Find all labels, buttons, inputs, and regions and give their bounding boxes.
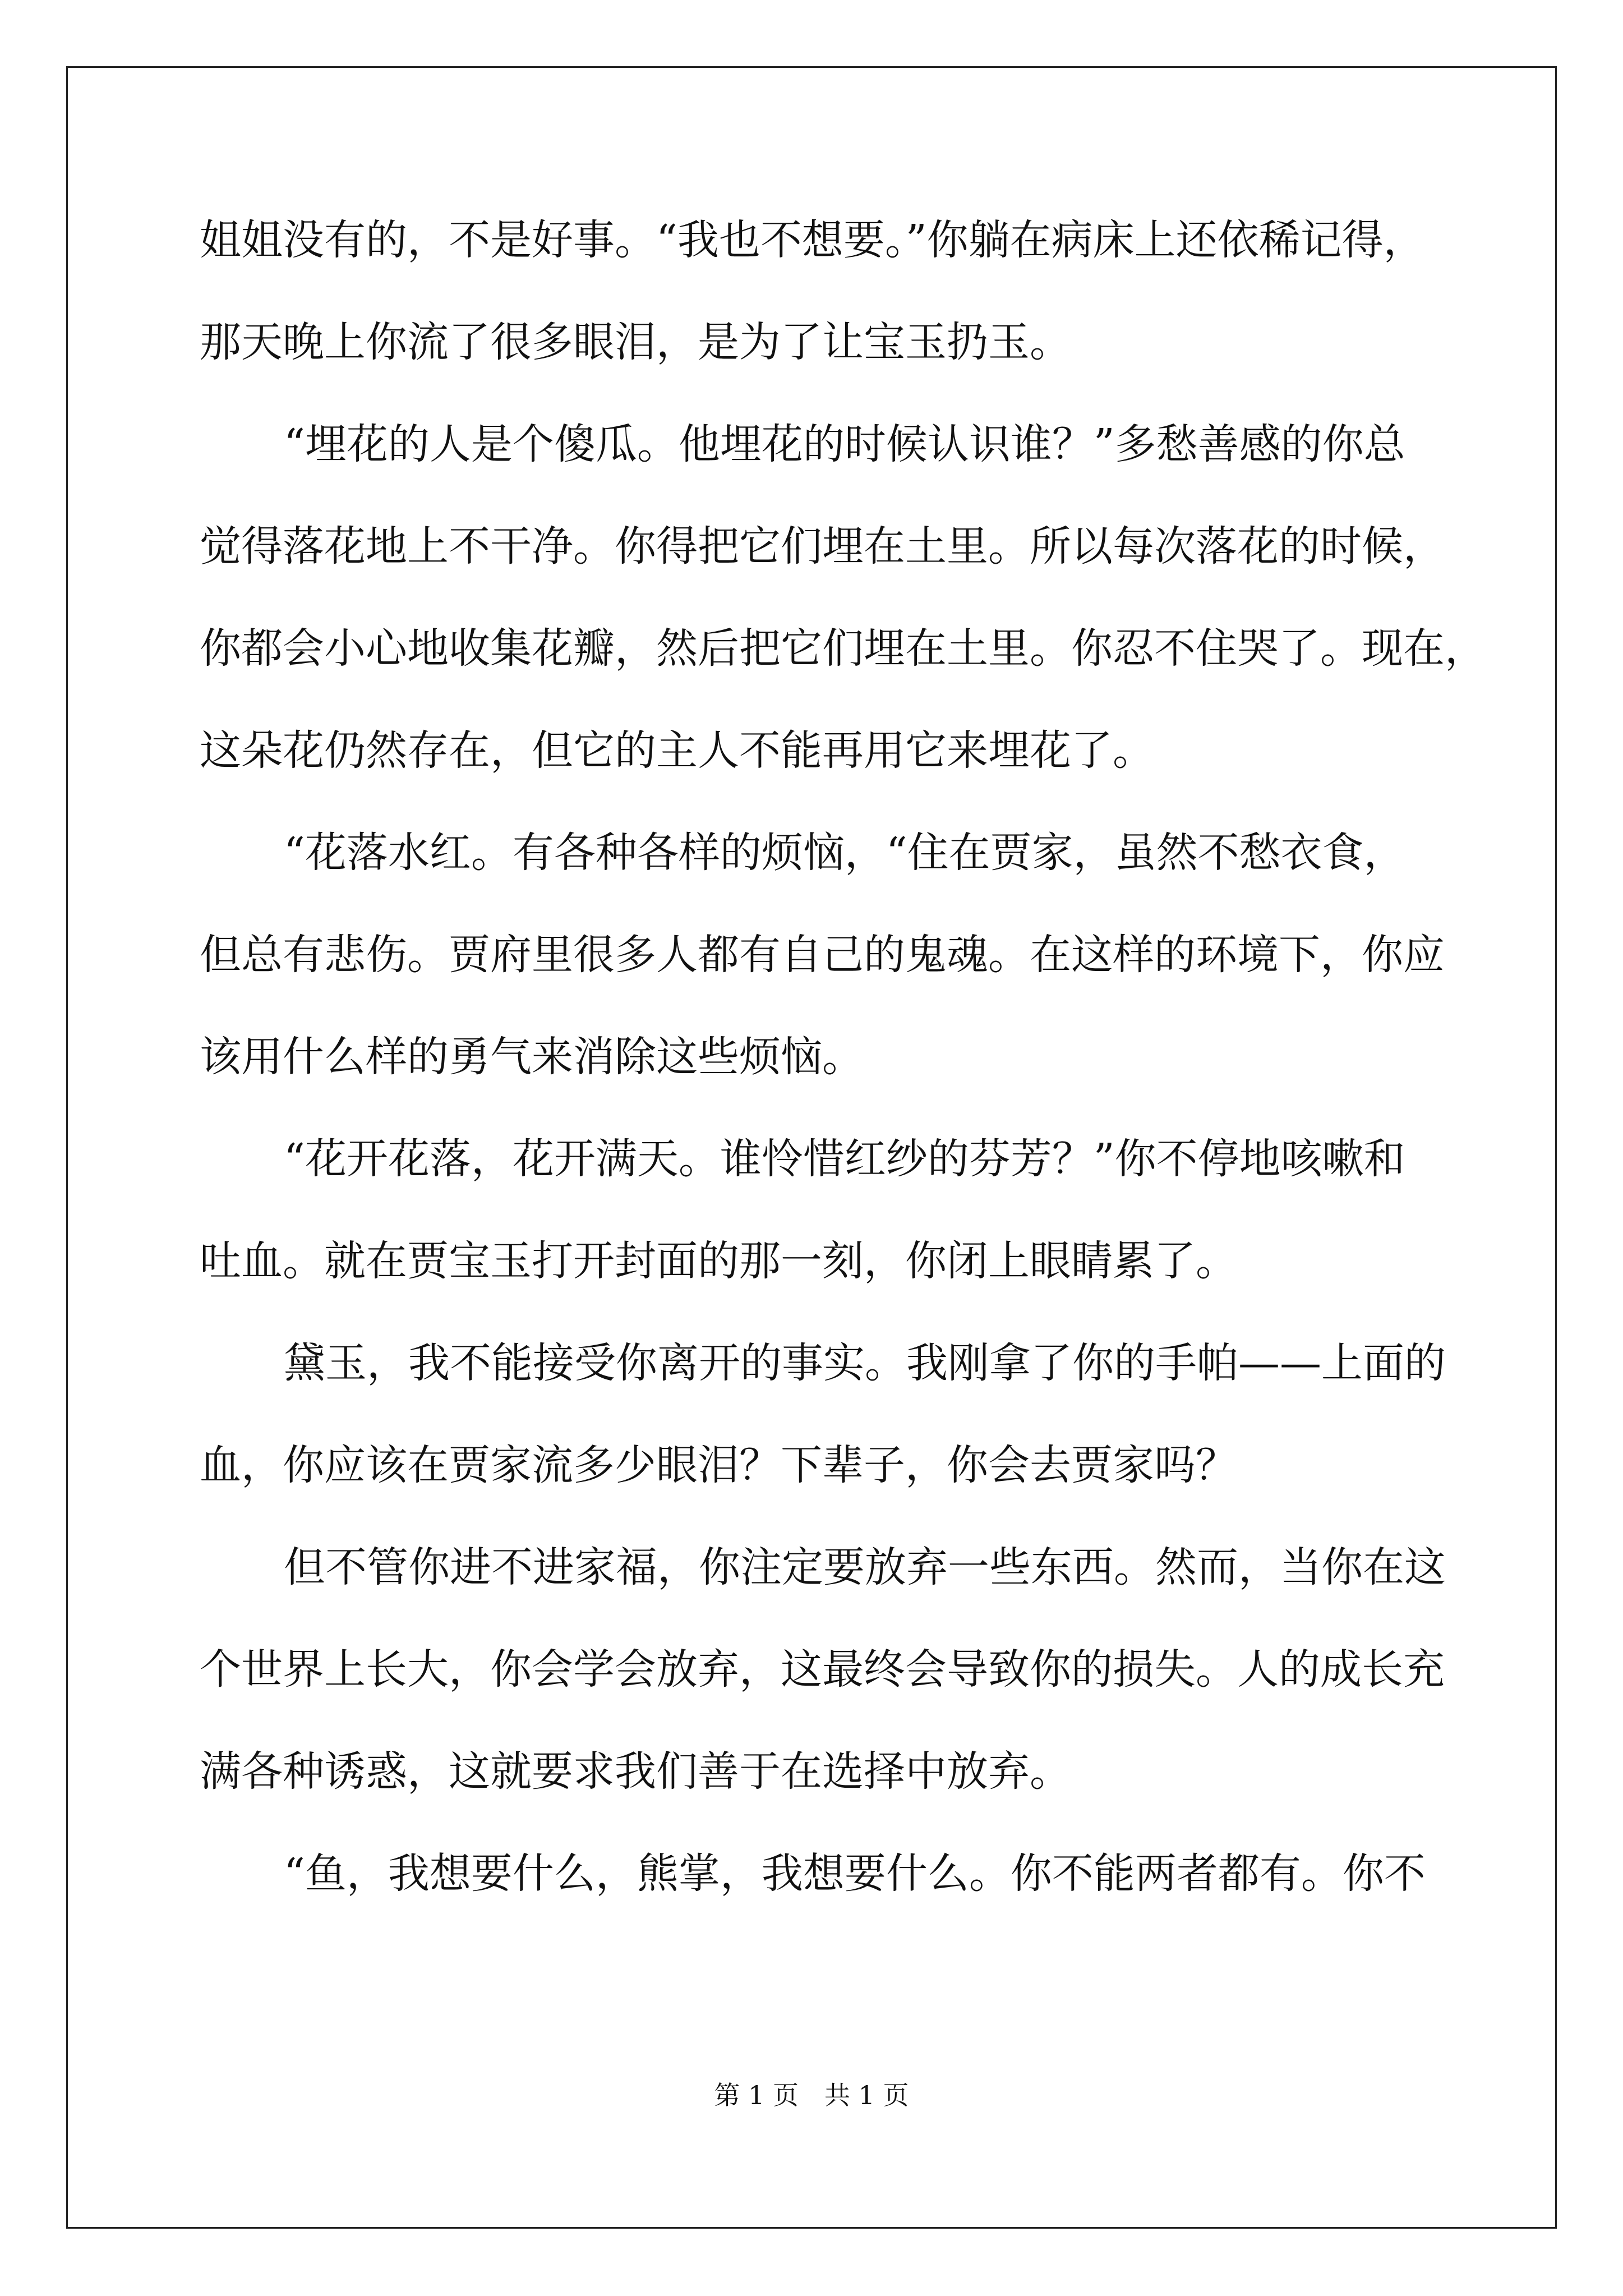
text-line-13: 血，你应该在贾家流多少眼泪？下辈子，你会去贾家吗？	[200, 1441, 1237, 1489]
text-line-16: 满各种诱惑，这就要求我们善于在选择中放弃。	[200, 1747, 1071, 1796]
text-line-5: 你都会小心地收集花瓣，然后把它们埋在土里。你忍不住哭了。现在，	[200, 624, 1486, 673]
text-line-17: “鱼，我想要什么，熊掌，我想要什么。你不能两者都有。你不	[284, 1849, 1426, 1898]
text-line-15: 个世界上长大，你会学会放弃，这最终会导致你的损失。人的成长充	[200, 1645, 1445, 1694]
text-line-4: 觉得落花地上不干净。你得把它们埋在土里。所以每次落花的时候，	[200, 522, 1445, 570]
document-body	[200, 213, 1486, 1949]
text-line-12: 黛玉，我不能接受你离开的事实。我刚拿了你的手帕——上面的	[284, 1339, 1446, 1387]
text-line-9: 该用什么样的勇气来消除这些烦恼。	[200, 1033, 864, 1081]
text-line-2: 那天晚上你流了很多眼泪，是为了让宝玉扔玉。	[200, 318, 1071, 366]
text-line-10: “花开花落，花开满天。谁怜惜红纱的芬芳？”你不停地咳嗽和	[284, 1135, 1405, 1183]
text-line-14: 但不管你进不进家福，你注定要放弃一些东西。然而，当你在这	[284, 1543, 1446, 1591]
text-line-11: 吐血。就在贾宝玉打开封面的那一刻，你闭上眼睛累了。	[200, 1237, 1237, 1285]
text-line-3: “埋花的人是个傻瓜。他埋花的时候认识谁？”多愁善感的你总	[284, 420, 1405, 468]
text-line-7: “花落水红。有各种各样的烦恼，“住在贾家，虽然不愁衣食，	[284, 829, 1405, 877]
text-line-8: 但总有悲伤。贾府里很多人都有自己的鬼魂。在这样的环境下，你应	[200, 931, 1445, 979]
text-line-1: 姐姐没有的，不是好事。“我也不想要。”你躺在病床上还依稀记得，	[200, 216, 1425, 264]
text-line-6: 这朵花仍然存在，但它的主人不能再用它来埋花了。	[200, 726, 1154, 775]
page-number-footer: 第 1 页 共 1 页	[714, 2080, 909, 2110]
